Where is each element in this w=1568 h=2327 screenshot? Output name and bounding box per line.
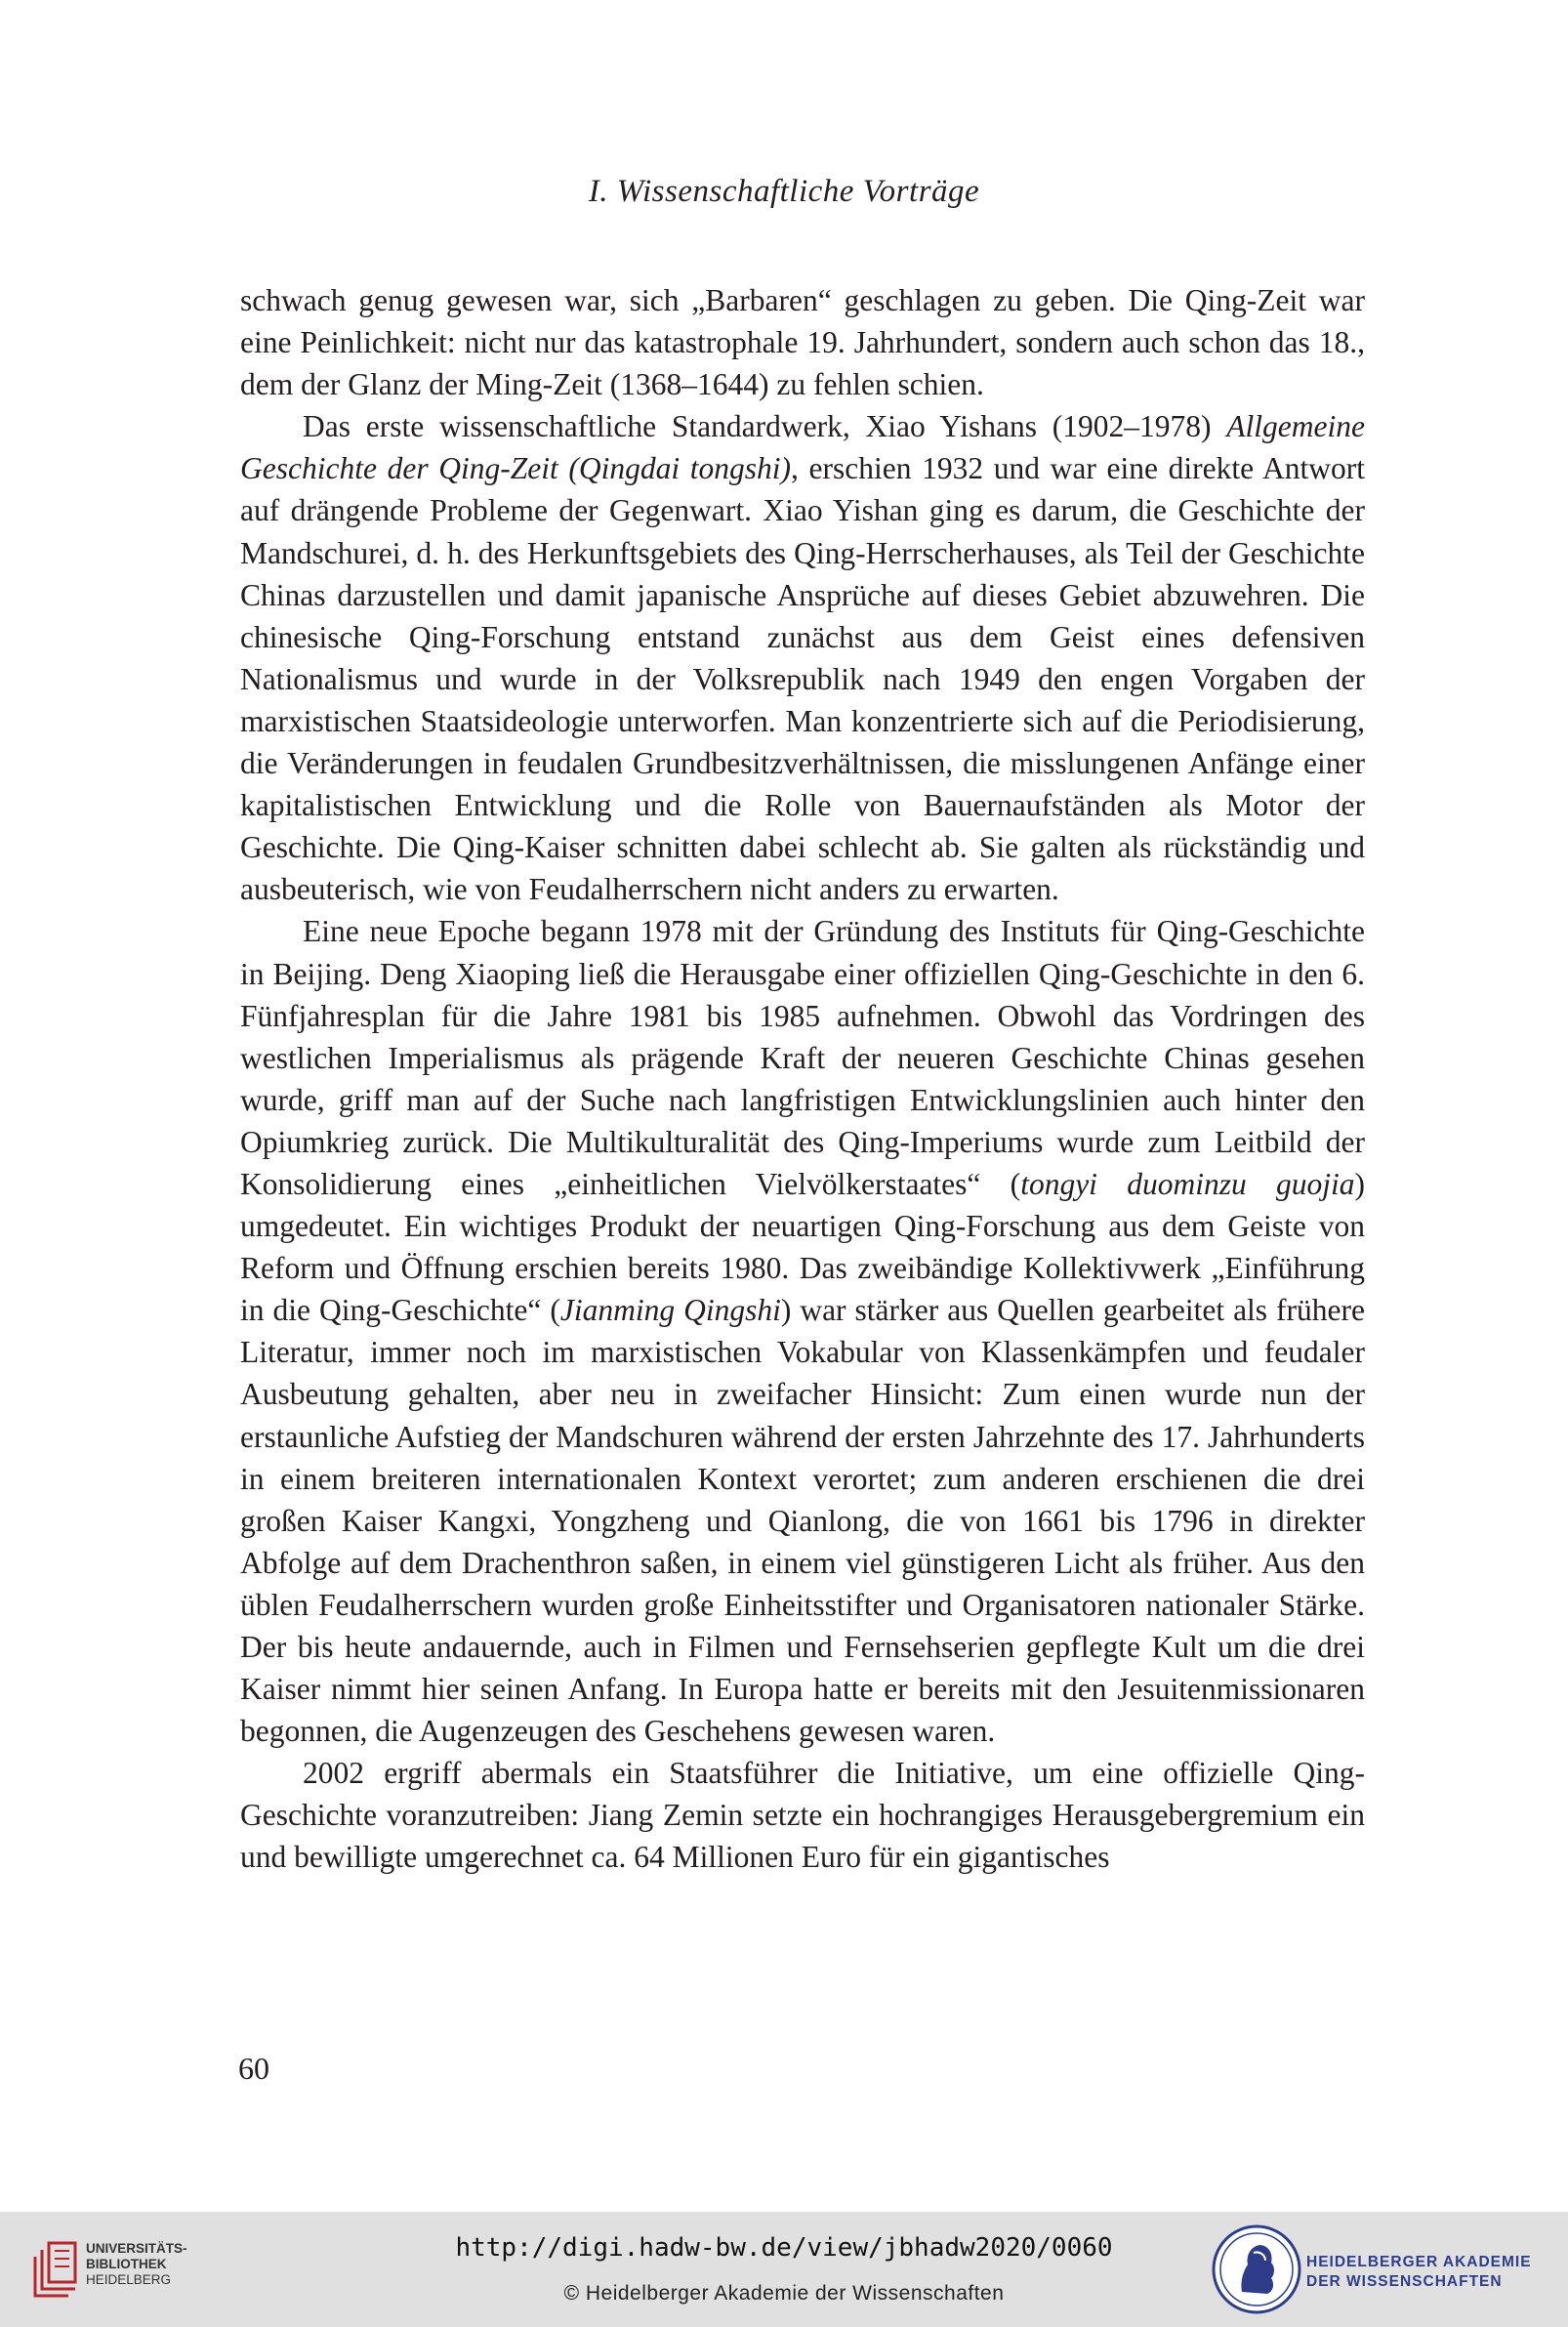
text-segment: , erschien 1932 und war eine direkte Antwort auf drängende Probleme der Gegenwart. Xiao Yishan ging es darum, die Geschichte der Mandschurei, d. h. des Herkunftsgebiets des Qing-Herrscherhauses, als Teil der Geschichte Chinas darzustellen und damit japanische Ansprüche auf dieses Gebiet abzuwehren. Die chinesische Qing-Forschung entstand zunächst aus dem Geist eines defensiven Nationalismus und wurde in der Volksrepublik nach 1949 den engen Vorgaben der marxistischen Staatsideologie unterworfen. Man konzentrierte sich auf die Periodisierung, die Veränderungen in feudalen Grundbesitzverhältnissen, die misslungenen Anfänge einer kapitalistischen Entwicklung und die Rolle von Bauernaufständen als Motor der Geschichte. Die Qing-Kaiser schnitten dabei schlecht ab. Sie galten als rückständig und ausbeuterisch, wie von Feudalherrschern nicht anders zu erwarten. bbox=[240, 451, 1365, 907]
italic-title: Allgemeine Geschichte der Qing-Zeit (Qingdai tongshi) bbox=[240, 409, 1365, 486]
page-number: 60 bbox=[238, 2051, 269, 2086]
wordmark-line: HEIDELBERG bbox=[86, 2272, 172, 2287]
paragraph bbox=[240, 1752, 1365, 1878]
text-segment: Eine neue Epoche begann 1978 mit der Gründung des Instituts für Qing-Geschichte in Beijing. Deng Xiaoping ließ die Herausgabe einer offiziellen Qing-Geschichte in den 6. Fünfjahresplan für die Jahre 1981 bis 1985 aufnehmen. Obwohl das Vordringen des westlichen Imperialismus als prägende Kraft der neueren Geschichte Chinas gesehen wurde, griff man auf der Suche nach langfristigen Entwicklungslinien auch hinter den Opiumkrieg zurück. Die Multikulturalität des Qing-Imperiums wurde zum Leitbild der Konsolidierung eines „einheitlichen Vielvölkerstaates“ ( bbox=[240, 914, 1365, 1201]
body-text bbox=[240, 279, 1365, 1879]
permalink-url[interactable]: http://digi.hadw-bw.de/view/jbhadw2020/0060 bbox=[455, 2233, 1113, 2263]
wordmark-line: DER WISSENSCHAFTEN bbox=[1306, 2273, 1503, 2290]
paragraph bbox=[240, 405, 1365, 910]
text-segment: schwach genug gewesen war, sich „Barbaren“ geschlagen zu geben. Die Qing-Zeit war eine Peinlichkeit: nicht nur das katastrophale 19. Jahrhundert, sondern auch schon das 18., dem der Glanz der Ming-Zeit (1368–1644) zu fehlen schien. bbox=[240, 283, 1365, 402]
text-segment: ) war stärker aus Quellen gearbeitet als frühere Literatur, immer noch im marxistischen Vokabular von Klassenkämpfen und feudaler Ausbeutung gehalten, aber neu in zweifacher Hinsicht: Zum einen wurde nun der erstaunliche Aufstieg der Mandschuren während der ersten Jahrzehnte des 17. Jahrhunderts in einem breiteren internationalen Kontext verortet; zum anderen erschienen die drei großen Kaiser Kangxi, Yongzheng und Qianlong, die von 1661 bis 1796 in direkter Abfolge auf dem Drachenthron saßen, in einem viel günstigeren Licht als früher. Aus den üblen Feudalherrschern wurden große Einheitsstifter und Organisatoren nationaler Stärke. Der bis heute andauernde, auch in Filmen und Fernsehserien gepflegte Kult um die drei Kaiser nimmt hier seinen Anfang. In Europa hatte er bereits mit den Jesuitenmissionaren begonnen, die Augenzeugen des Geschehens gewesen waren. bbox=[240, 1293, 1365, 1749]
academy-logo[interactable] bbox=[1211, 2223, 1543, 2315]
text-segment: 2002 ergriff abermals ein Staatsführer die Initiative, um eine offizielle Qing-Geschichte voranzutreiben: Jiang Zemin setzte ein hochrangiges Herausgebergremium ein und bewilligte umgerechnet ca. 64 Millionen Euro für ein gigantisches bbox=[240, 1756, 1365, 1875]
wordmark-line: BIBLIOTHEK bbox=[86, 2257, 167, 2271]
copyright-notice: © Heidelberger Akademie der Wissenschaften bbox=[563, 2282, 1005, 2305]
text-segment: Das erste wissenschaftliche Standardwerk, Xiao Yishans (1902–1978) bbox=[303, 409, 1227, 444]
text-segment: ) umgedeutet. Ein wichtiges Produkt der neuartigen Qing-Forschung aus dem Geiste von Reform und Öffnung erschien bereits 1980. Das zweibändige Kollektivwerk „Einführung in die Qing-Geschichte“ ( bbox=[240, 1166, 1365, 1328]
italic-term: tongyi duominzu guojia bbox=[1020, 1166, 1355, 1201]
academy-seal-icon bbox=[1211, 2223, 1302, 2315]
wordmark-line: HEIDELBERGER AKADEMIE bbox=[1306, 2254, 1532, 2270]
academy-wordmark bbox=[1306, 2253, 1532, 2292]
paragraph bbox=[240, 910, 1365, 1752]
running-head: I. Wissenschaftliche Vorträge bbox=[588, 174, 980, 209]
wordmark-line: UNIVERSITÄTS- bbox=[86, 2241, 187, 2256]
footer-bar bbox=[0, 2212, 1568, 2327]
italic-title: Jianming Qingshi bbox=[559, 1293, 781, 1328]
paragraph bbox=[240, 279, 1365, 405]
